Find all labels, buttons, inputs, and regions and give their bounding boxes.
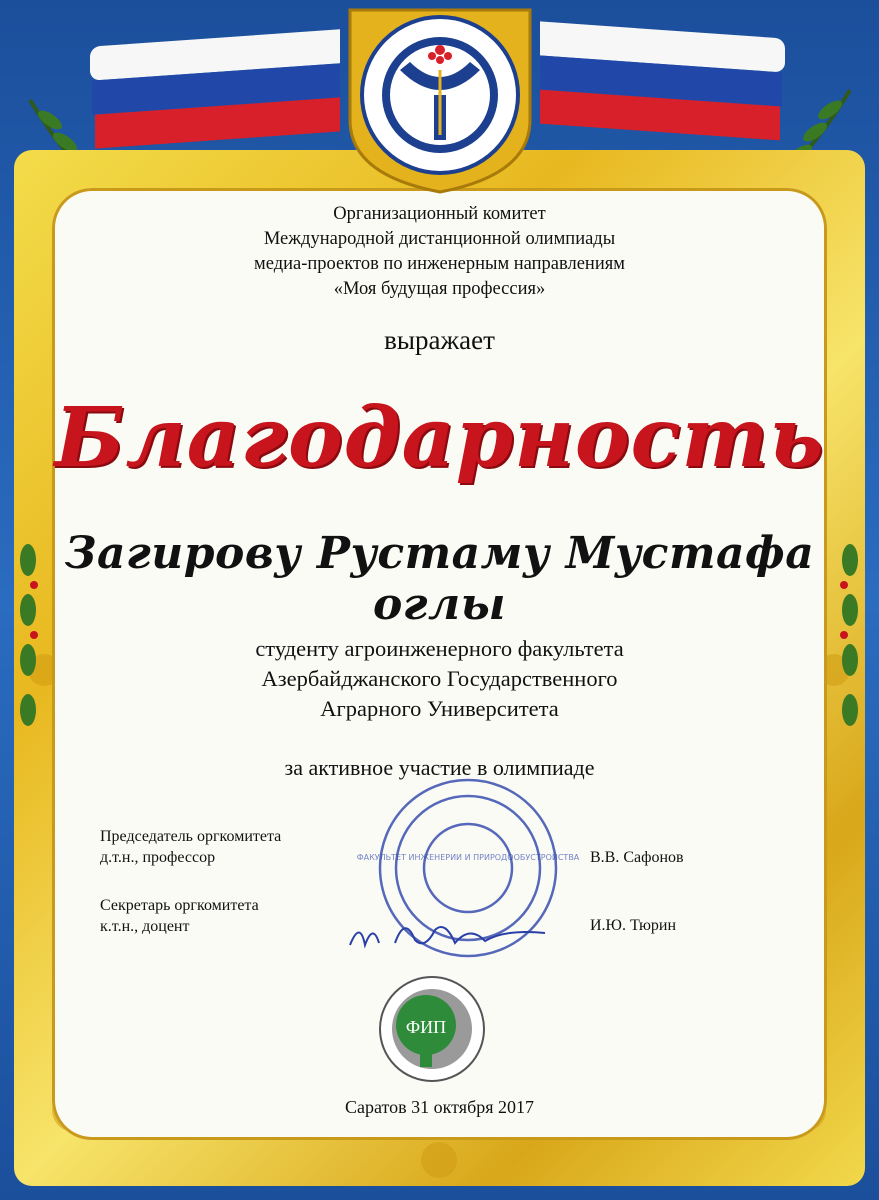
signatory-1-name: В.В. Сафонов xyxy=(590,849,684,866)
organizer-line-4: «Моя будущая профессия» xyxy=(333,279,546,299)
description-line-2: Азербайджанского Государственного xyxy=(261,666,618,691)
fip-logo-icon xyxy=(374,975,490,1083)
organizer-line-3: медиа-проектов по инженерным направлениям xyxy=(254,254,625,274)
signatory-2-name: И.Ю. Тюрин xyxy=(590,917,677,934)
organizer-line-1: Организационный комитет xyxy=(333,204,546,224)
recipient-name: Загирову Рустаму Мустафа оглы xyxy=(64,528,815,630)
description-line-1: студенту агроинженерного факультета xyxy=(255,636,624,661)
organizer-line-2: Международной дистанционной олимпиады xyxy=(263,229,616,249)
signatory-2-title: Секретарь оргкомитета xyxy=(100,897,259,914)
signatory-1-block xyxy=(100,826,281,868)
signatory-2-degree: к.т.н., доцент xyxy=(100,918,190,935)
organizer-block xyxy=(0,202,879,302)
signatory-2-block xyxy=(100,895,259,937)
expresses-text: выражает xyxy=(384,325,495,355)
stamp-center-text: ФАКУЛЬТЕТ ИНЖЕНЕРИИ И ПРИРОДООБУСТРОЙСТВА xyxy=(356,853,580,862)
fip-label: ФИП xyxy=(405,1017,447,1037)
reason-text: за активное участие в олимпиаде xyxy=(284,755,595,780)
certificate-heading: Благодарность xyxy=(54,390,825,486)
description-line-3: Аграрного Университета xyxy=(320,696,559,721)
place-and-date: Саратов 31 октября 2017 xyxy=(345,1097,534,1117)
signatory-1-title: Председатель оргкомитета xyxy=(100,828,282,845)
handwritten-signature xyxy=(345,915,555,955)
signatory-1-degree: д.т.н., профессор xyxy=(100,849,216,866)
recipient-description xyxy=(0,634,879,724)
university-emblem-icon xyxy=(340,0,540,195)
